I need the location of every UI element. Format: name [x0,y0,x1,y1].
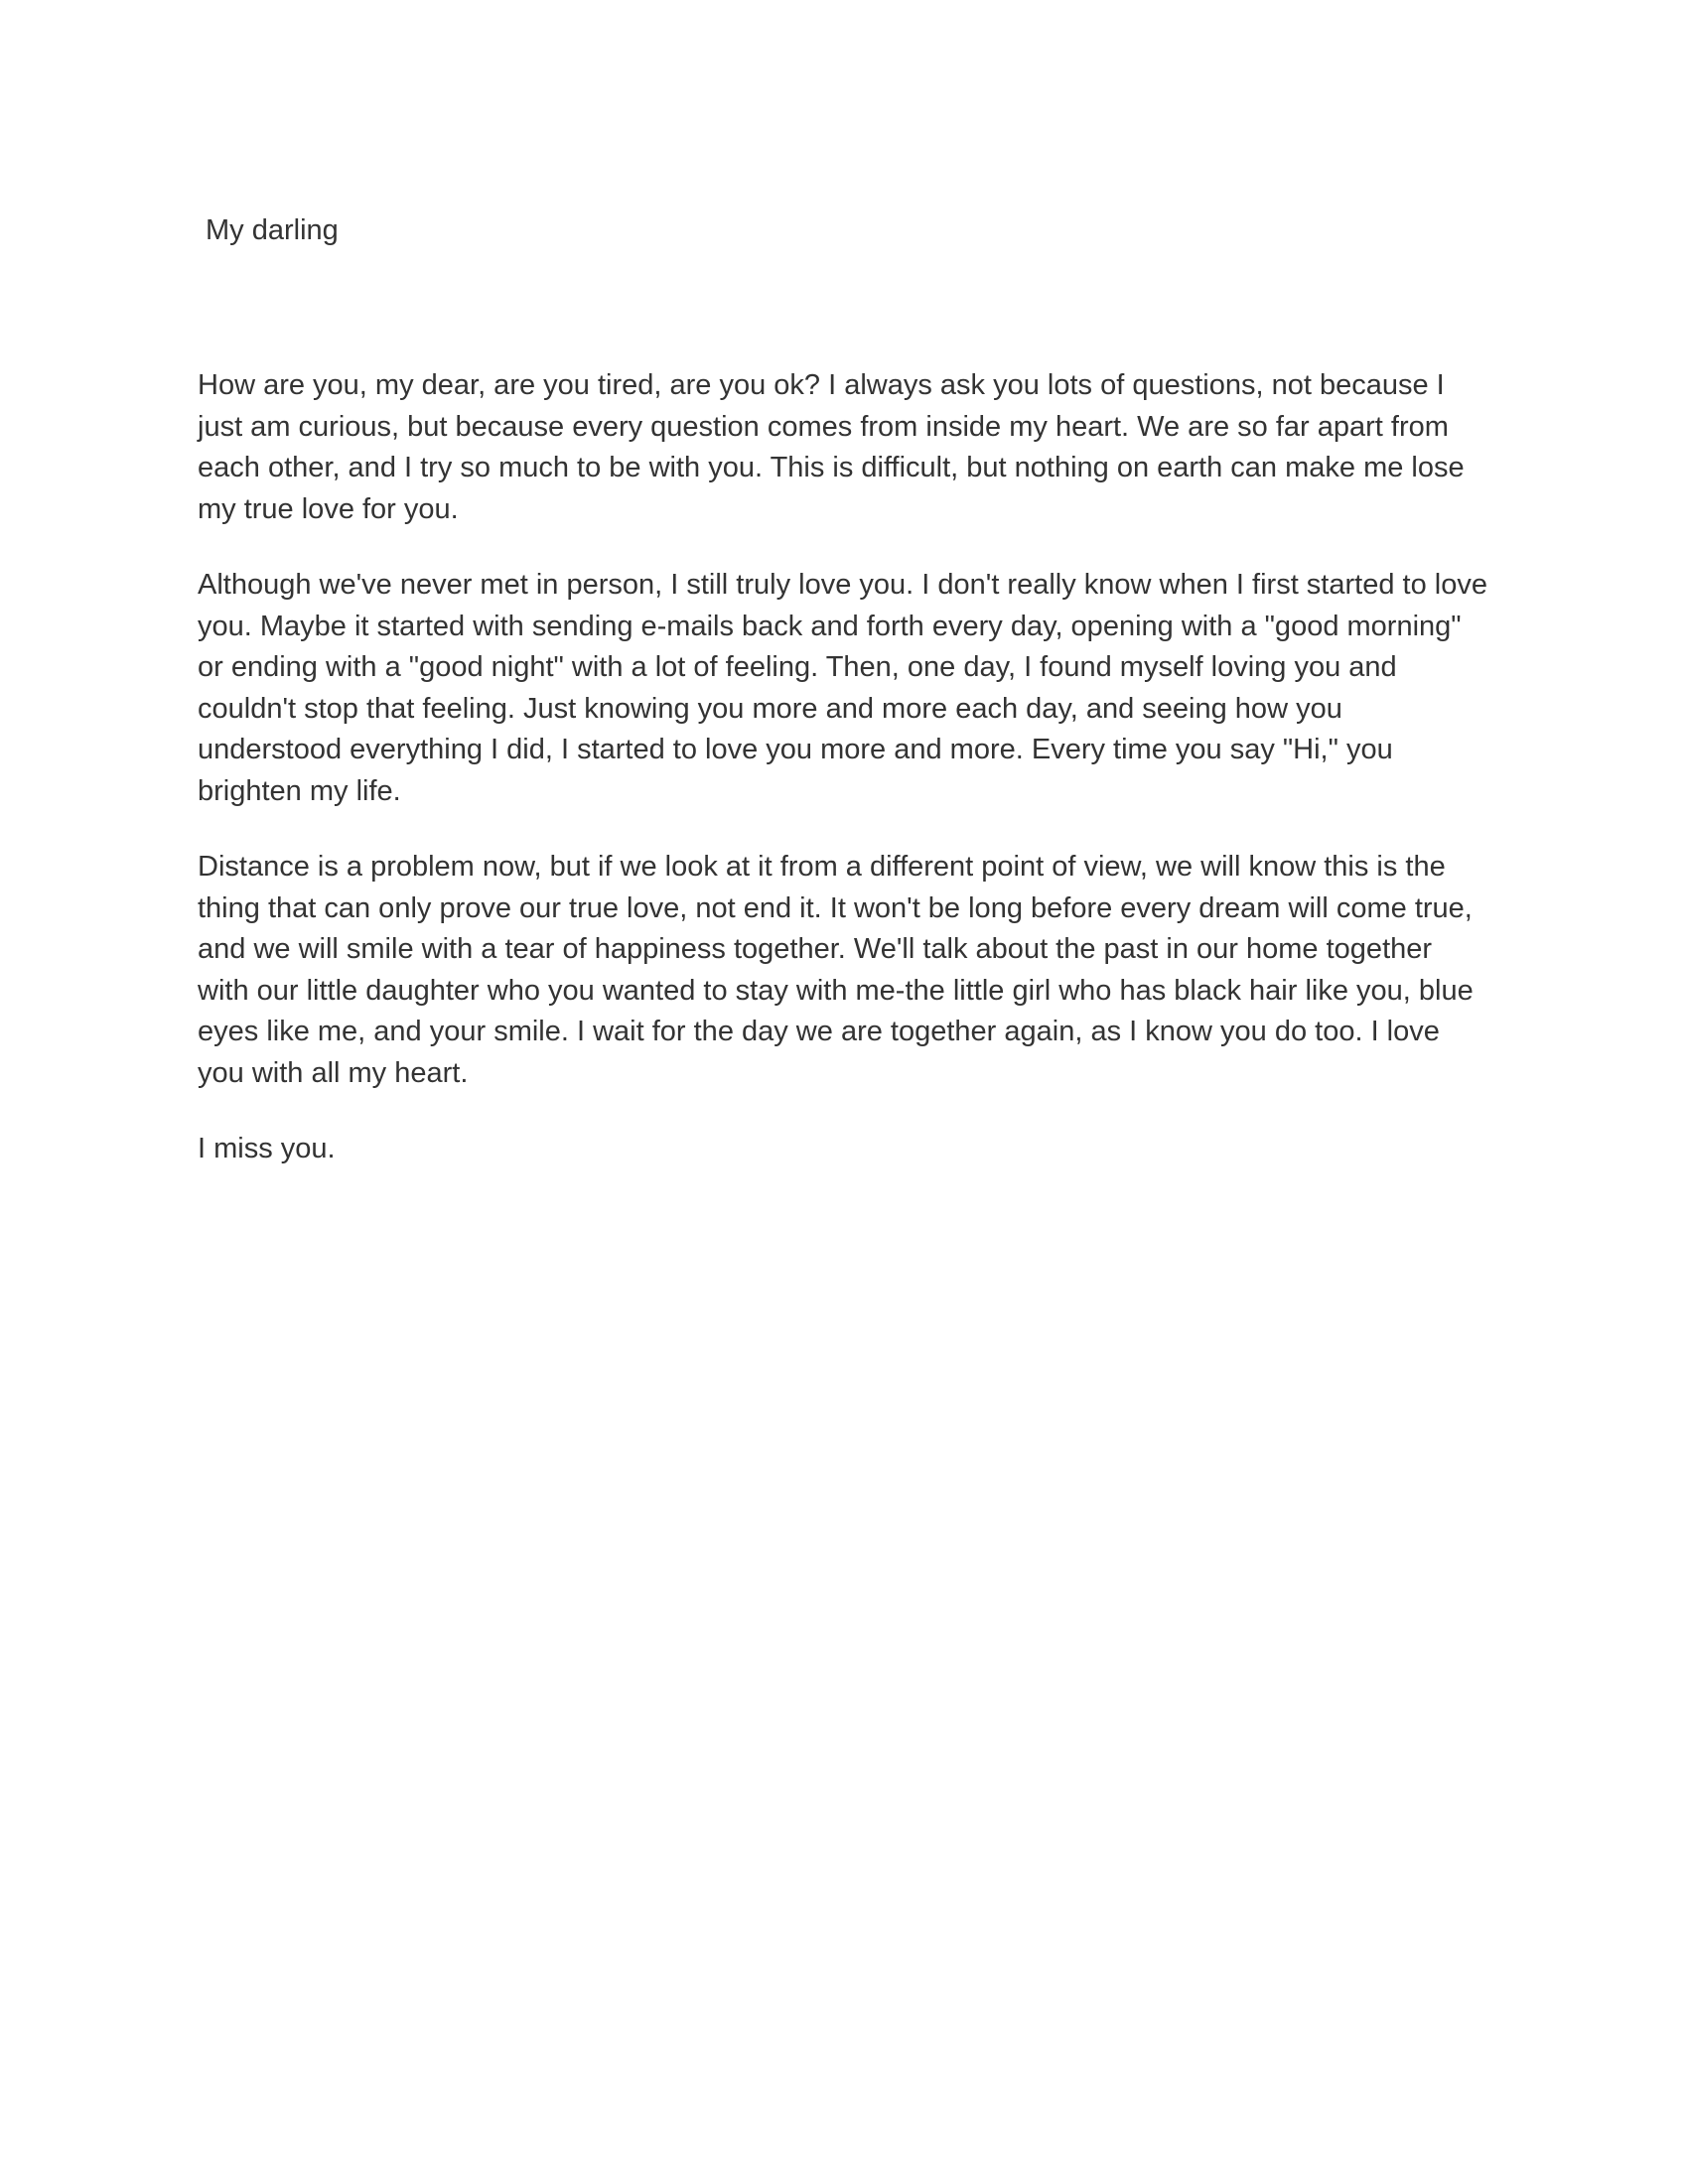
letter-paragraph: Although we've never met in person, I still truly love you. I don't really know when I first started to love you. Maybe it started with sending e-mails back and forth every day, opening with a "good morning" or ending with a "good night" with a lot of feeling. Then, one day, I found myself loving you and couldn't stop that feeling. Just knowing you more and more each day, and seeing how you understood everything I did, I started to love you more and more. Every time you say "Hi," you brighten my life. [198,569,1487,807]
letter-body [198,365,1488,1205]
letter-paragraph: Distance is a problem now, but if we look at it from a different point of view, we will know this is the thing that can only prove our true love, not end it. It won't be long before every dream will come true, and we will smile with a tear of happiness together. We'll talk about the past in our home together with our little daughter who you wanted to stay with me-the little girl who has black hair like you, blue eyes like me, and your smile. I wait for the day we are together again, as I know you do too. I love you with all my heart. [198,851,1474,1089]
letter-salutation: My darling [206,214,339,246]
letter-closing: I miss you. [198,1133,336,1164]
letter-paragraph: How are you, my dear, are you tired, are you ok? I always ask you lots of questions, not because I just am curious, but because every question comes from inside my heart. We are so far apart from each other, and I try so much to be with you. This is difficult, but nothing on earth can make me lose my true love for you. [198,369,1465,525]
